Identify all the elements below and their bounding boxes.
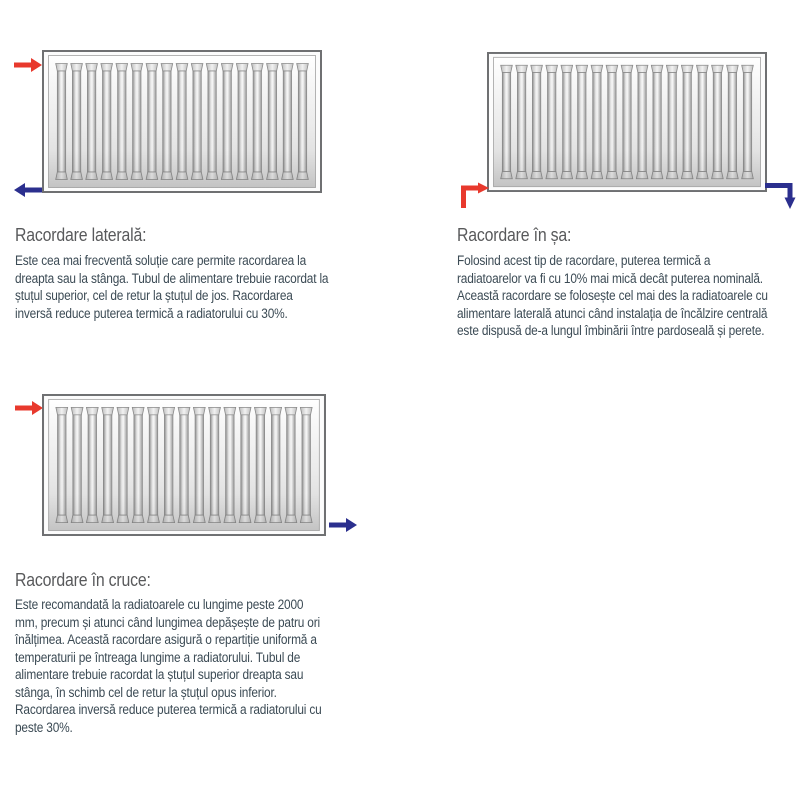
body-line: mm, precum și atunci când lungimea depășește de patru ori (15, 614, 320, 630)
body-line: temperaturii pe întreaga lungime a radiatorului. Tubul de (15, 649, 301, 665)
body-line: Racordarea inversă reduce puterea termică a radiatorului cu (15, 702, 322, 717)
section-title: Racordare în șa: (457, 225, 572, 245)
supply-arrow-right-icon (15, 400, 44, 416)
body-line: dreapta sau la stânga. Tubul de alimentare trebuie racordat la (15, 270, 329, 286)
section-title: Racordare în cruce: (15, 570, 151, 590)
body-line: alimentare trebuie racordat la ștuțul superior dreapta sau (15, 667, 304, 682)
body-line: peste 30%. (15, 719, 73, 735)
body-line: Această racordare se folosește cel mai des la radiatoarele cu (457, 288, 768, 303)
body-line: inversă reduce puterea termică a radiatorului cu 30%. (15, 305, 288, 321)
radiator-diagram (42, 394, 326, 536)
body-line: radiatoarelor va fi cu 10% mai mică decât puterea nominală. (457, 270, 763, 286)
body-line: este dispusă de-a lungul îmbinării între pardoseală și perete. (457, 323, 765, 338)
section-body (15, 596, 322, 736)
body-line: înălțimea. Această racordare asigură o repartiție uniformă a (15, 632, 317, 647)
body-line: Folosind acest tip de racordare, puterea termică a (457, 253, 711, 268)
body-line: Este cea mai frecventă soluție care permite racordarea la (15, 253, 307, 268)
body-line: stânga, în schimb cel de retur la ștuțul opus inferior. (15, 684, 277, 700)
section-title: Racordare laterală: (15, 225, 147, 245)
body-line: alimentare laterală atunci când instalația de încălzire centrală (457, 305, 768, 321)
return-arrow-right-icon (329, 517, 358, 533)
body-line: Este recomandată la radiatoarele cu lungime peste 2000 (15, 597, 304, 612)
body-line: ștuțul superior, cel de retur la ștuțul de jos. Racordarea (15, 288, 293, 303)
